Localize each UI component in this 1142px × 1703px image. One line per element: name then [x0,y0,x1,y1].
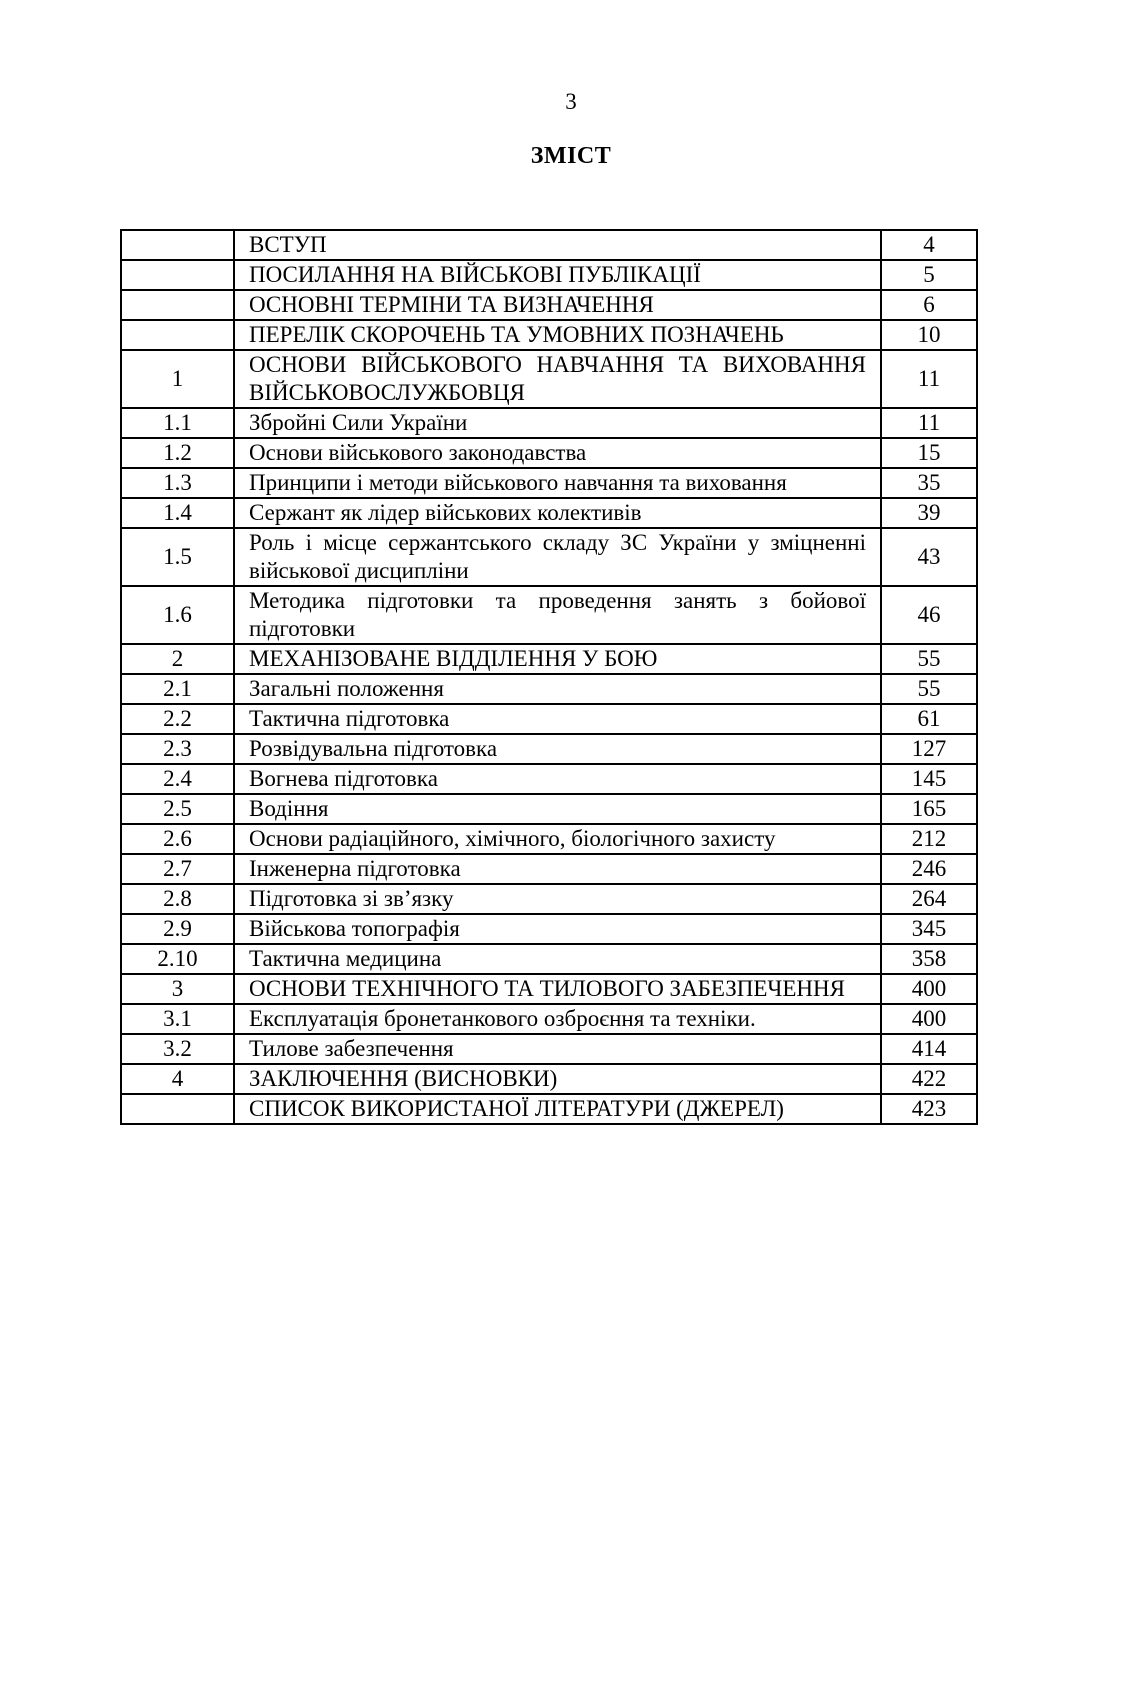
toc-table [120,229,978,1125]
toc-entry-page: 145 [881,764,977,794]
toc-row [121,1034,977,1064]
toc-entry-title: СПИСОК ВИКОРИСТАНОЇ ЛІТЕРАТУРИ (ДЖЕРЕЛ) [234,1094,881,1124]
toc-entry-page: 422 [881,1064,977,1094]
toc-entry-title: Принципи і методи військового навчання та виховання [234,468,881,498]
toc-entry-title: Загальні положення [234,674,881,704]
toc-row [121,704,977,734]
toc-section-number: 3.1 [121,1004,234,1034]
toc-section-number: 1.6 [121,586,234,644]
toc-row [121,1064,977,1094]
toc-entry-page: 4 [881,230,977,260]
toc-row [121,498,977,528]
toc-entry-title: МЕХАНІЗОВАНЕ ВІДДІЛЕННЯ У БОЮ [234,644,881,674]
toc-section-number: 1.1 [121,408,234,438]
page-number: 3 [565,89,577,114]
toc-row [121,408,977,438]
toc-row [121,438,977,468]
toc-entry-page: 127 [881,734,977,764]
toc-section-number: 2 [121,644,234,674]
toc-section-number: 1 [121,350,234,408]
toc-row [121,644,977,674]
toc-section-number: 1.2 [121,438,234,468]
toc-entry-page: 39 [881,498,977,528]
toc-body [121,230,977,1124]
toc-entry-page: 165 [881,794,977,824]
toc-entry-title: ВСТУП [234,230,881,260]
toc-section-number [121,320,234,350]
toc-section-number: 1.4 [121,498,234,528]
toc-entry-title: ПОСИЛАННЯ НА ВІЙСЬКОВІ ПУБЛІКАЦІЇ [234,260,881,290]
toc-entry-title: Роль і місце сержантського складу ЗС України у зміцненні військової дисципліни [234,528,881,586]
toc-row [121,468,977,498]
toc-row [121,854,977,884]
toc-entry-page: 55 [881,674,977,704]
page-title: ЗМІСТ [530,143,612,169]
toc-row [121,884,977,914]
toc-entry-title: Військова топографія [234,914,881,944]
toc-section-number: 2.5 [121,794,234,824]
toc-section-number: 2.6 [121,824,234,854]
toc-entry-title: Підготовка зі зв’язку [234,884,881,914]
toc-section-number: 2.2 [121,704,234,734]
toc-entry-page: 11 [881,350,977,408]
toc-entry-title: Водіння [234,794,881,824]
toc-entry-title: ОСНОВИ ТЕХНІЧНОГО ТА ТИЛОВОГО ЗАБЕЗПЕЧЕННЯ [234,974,881,1004]
toc-entry-title: Інженерна підготовка [234,854,881,884]
toc-row [121,528,977,586]
toc-section-number: 2.9 [121,914,234,944]
toc-entry-title: Тилове забезпечення [234,1034,881,1064]
toc-section-number: 2.4 [121,764,234,794]
toc-row [121,974,977,1004]
toc-entry-page: 35 [881,468,977,498]
toc-entry-page: 15 [881,438,977,468]
toc-entry-title: ПЕРЕЛІК СКОРОЧЕНЬ ТА УМОВНИХ ПОЗНАЧЕНЬ [234,320,881,350]
toc-section-number: 4 [121,1064,234,1094]
toc-row [121,586,977,644]
toc-entry-title: Тактична підготовка [234,704,881,734]
toc-entry-page: 6 [881,290,977,320]
toc-entry-title: Вогнева підготовка [234,764,881,794]
toc-row [121,914,977,944]
toc-entry-title: Основи радіаційного, хімічного, біологічного захисту [234,824,881,854]
toc-entry-title: ОСНОВИ ВІЙСЬКОВОГО НАВЧАННЯ ТА ВИХОВАННЯ ВІЙСЬКОВОСЛУЖБОВЦЯ [234,350,881,408]
toc-row [121,350,977,408]
toc-section-number [121,290,234,320]
toc-row [121,1004,977,1034]
toc-entry-page: 46 [881,586,977,644]
toc-entry-page: 11 [881,408,977,438]
toc-row [121,260,977,290]
toc-entry-page: 400 [881,974,977,1004]
toc-entry-title: Сержант як лідер військових колективів [234,498,881,528]
toc-row [121,794,977,824]
toc-entry-page: 246 [881,854,977,884]
toc-row [121,764,977,794]
toc-entry-page: 345 [881,914,977,944]
toc-section-number: 2.3 [121,734,234,764]
toc-entry-page: 414 [881,1034,977,1064]
toc-entry-page: 10 [881,320,977,350]
toc-entry-title: Основи військового законодавства [234,438,881,468]
toc-row [121,674,977,704]
toc-entry-page: 55 [881,644,977,674]
toc-section-number [121,230,234,260]
toc-entry-title: Експлуатація бронетанкового озброєння та техніки. [234,1004,881,1034]
toc-entry-title: Методика підготовки та проведення занять з бойової підготовки [234,586,881,644]
toc-section-number: 1.5 [121,528,234,586]
toc-entry-page: 61 [881,704,977,734]
toc-section-number [121,260,234,290]
toc-entry-page: 400 [881,1004,977,1034]
toc-row [121,824,977,854]
toc-row [121,1094,977,1124]
toc-entry-title: Розвідувальна підготовка [234,734,881,764]
toc-section-number: 1.3 [121,468,234,498]
toc-section-number: 2.10 [121,944,234,974]
toc-row [121,734,977,764]
toc-section-number [121,1094,234,1124]
toc-section-number: 3.2 [121,1034,234,1064]
toc-row [121,944,977,974]
toc-entry-title: ЗАКЛЮЧЕННЯ (ВИСНОВКИ) [234,1064,881,1094]
toc-entry-page: 212 [881,824,977,854]
toc-row [121,290,977,320]
toc-entry-page: 264 [881,884,977,914]
document-page [0,88,1142,1703]
toc-row [121,320,977,350]
toc-entry-title: ОСНОВНІ ТЕРМІНИ ТА ВИЗНАЧЕННЯ [234,290,881,320]
toc-section-number: 2.8 [121,884,234,914]
toc-entry-title: Тактична медицина [234,944,881,974]
toc-entry-page: 358 [881,944,977,974]
toc-entry-page: 5 [881,260,977,290]
toc-entry-page: 43 [881,528,977,586]
toc-section-number: 2.7 [121,854,234,884]
toc-entry-page: 423 [881,1094,977,1124]
toc-section-number: 2.1 [121,674,234,704]
toc-entry-title: Збройні Сили України [234,408,881,438]
toc-section-number: 3 [121,974,234,1004]
toc-row [121,230,977,260]
